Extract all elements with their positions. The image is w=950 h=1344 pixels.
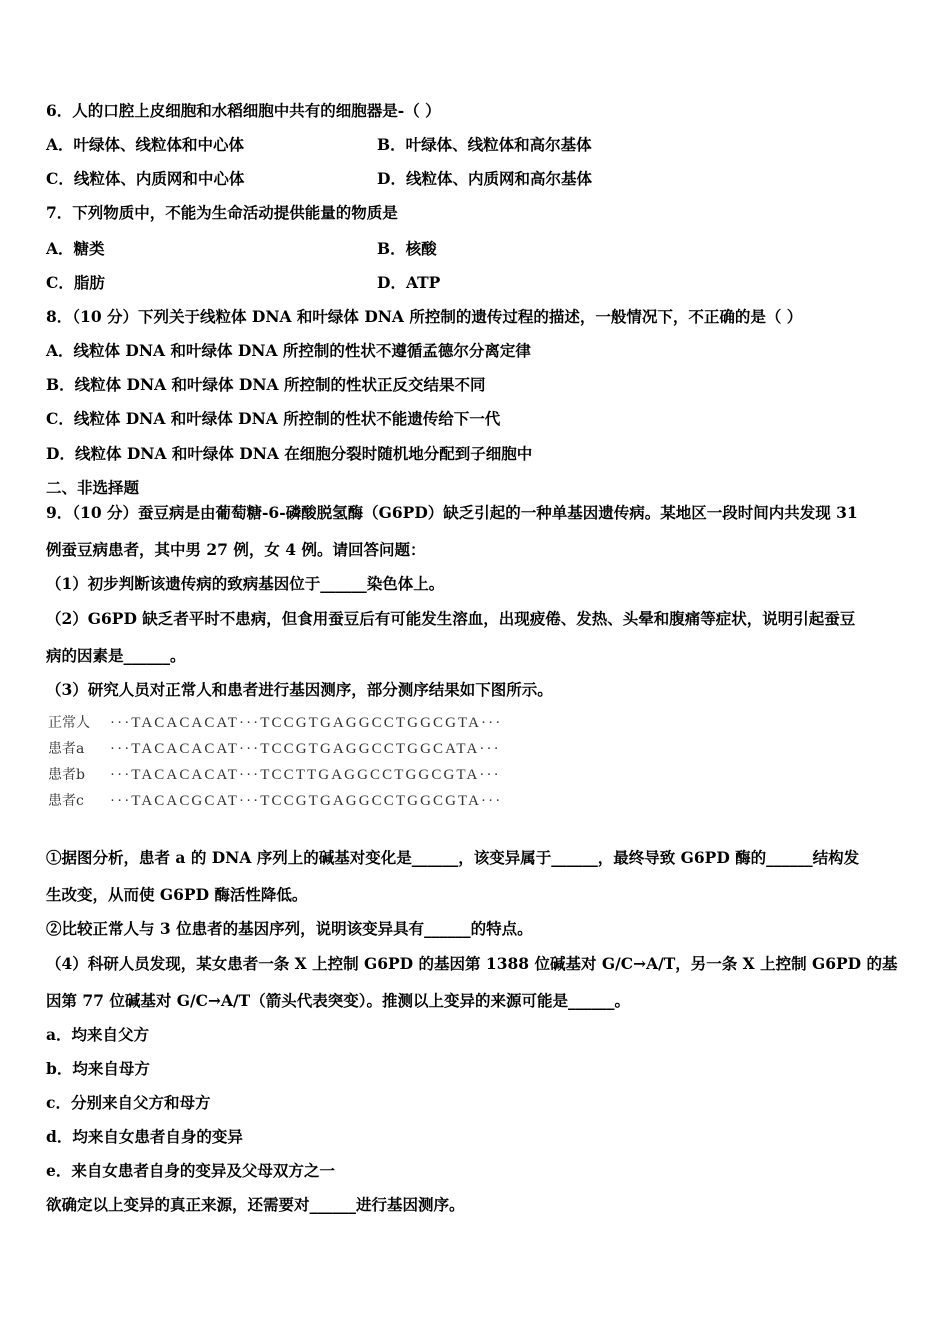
q7-option-c: C．脂肪 [46,273,105,292]
sequence-label: 正常人 [48,715,90,731]
q8-option-a: A．线粒体 DNA 和叶绿体 DNA 所控制的性状不遵循孟德尔分离定律 [46,341,531,360]
q7-option-d: D．ATP [377,273,441,292]
q9-part1: （1）初步判断该遗传病的致病基因位于______染色体上。 [46,574,445,593]
q9-option-d: d．均来自女患者自身的变异 [46,1127,243,1146]
sequence-row-patient-c [48,792,502,810]
sequence-text: ···TACACACAT···TCCGTGAGGCCTGGCGTA··· [110,715,503,731]
sequence-label: 患者a [48,741,85,757]
q8-option-c: C．线粒体 DNA 和叶绿体 DNA 所控制的性状不能遗传给下一代 [46,409,501,428]
sequence-text: ···TACACACAT···TCCGTGAGGCCTGGCATA··· [110,741,501,757]
q6-stem: 6．人的口腔上皮细胞和水稻细胞中共有的细胞器是-（ ） [46,101,441,120]
q6-option-c: C．线粒体、内质网和中心体 [46,169,245,188]
sequence-row-patient-a [48,740,501,758]
q9-part4-line1: （4）科研人员发现，某女患者一条 X 上控制 G6PD 的基因第 1388 位碱基对 G/C→A/T，另一条 X 上控制 G6PD 的基 [46,954,898,973]
q7-option-b: B．核酸 [377,239,437,258]
q6-option-a: A．叶绿体、线粒体和中心体 [46,135,245,154]
q8-option-b: B．线粒体 DNA 和叶绿体 DNA 所控制的性状正反交结果不同 [46,375,486,394]
q7-stem: 7．下列物质中，不能为生命活动提供能量的物质是 [46,203,398,222]
q9-stem-line2: 例蚕豆病患者，其中男 27 例，女 4 例。请回答问题： [46,540,426,559]
q9-option-e: e．来自女患者自身的变异及父母双方之一 [46,1161,335,1180]
sequence-text: ···TACACACAT···TCCTTGAGGCCTGGCGTA··· [110,767,501,783]
q6-option-d: D．线粒体、内质网和高尔基体 [377,169,592,188]
sequence-row-patient-b [48,766,501,784]
q9-part2-line1: （2）G6PD 缺乏者平时不患病，但食用蚕豆后有可能发生溶血，出现疲倦、发热、头晕和腹痛等症状，说明引起蚕豆 [46,609,856,628]
sequence-label: 患者b [48,767,85,783]
q9-sub1-line1: ①据图分析，患者 a 的 DNA 序列上的碱基对变化是______，该变异属于______，最终导致 G6PD 酶的______结构发 [46,848,860,867]
q9-final: 欲确定以上变异的真正来源，还需要对______进行基因测序。 [46,1195,465,1214]
section-heading: 二、非选择题 [46,478,140,497]
q9-option-b: b．均来自母方 [46,1059,150,1078]
sequence-text: ···TACACGCAT···TCCGTGAGGCCTGGCGTA··· [110,793,503,809]
q8-stem: 8．（10 分）下列关于线粒体 DNA 和叶绿体 DNA 所控制的遗传过程的描述，一般情况下，不正确的是（ ） [46,307,803,326]
q8-option-d: D．线粒体 DNA 和叶绿体 DNA 在细胞分裂时随机地分配到子细胞中 [46,444,533,463]
q9-stem-line1: 9．（10 分）蚕豆病是由葡萄糖-6-磷酸脱氢酶（G6PD）缺乏引起的一种单基因遗传病。某地区一段时间内共发现 31 [46,503,858,522]
q9-sub2: ②比较正常人与 3 位患者的基因序列，说明该变异具有______的特点。 [46,919,533,938]
q9-option-c: c．分别来自父方和母方 [46,1093,211,1112]
q7-option-a: A．糖类 [46,239,105,258]
q9-part4-line2: 因第 77 位碱基对 G/C→A/T（箭头代表突变）。推测以上变异的来源可能是______。 [46,991,630,1010]
q9-option-a: a．均来自父方 [46,1025,150,1044]
sequence-label: 患者c [48,793,84,809]
q6-option-b: B．叶绿体、线粒体和高尔基体 [377,135,592,154]
q9-part3: （3）研究人员对正常人和患者进行基因测序，部分测序结果如下图所示。 [46,680,553,699]
q9-sub1-line2: 生改变，从而使 G6PD 酶活性降低。 [46,885,308,904]
q9-part2-line2: 病的因素是______。 [46,646,186,665]
sequence-row-normal [48,714,502,732]
